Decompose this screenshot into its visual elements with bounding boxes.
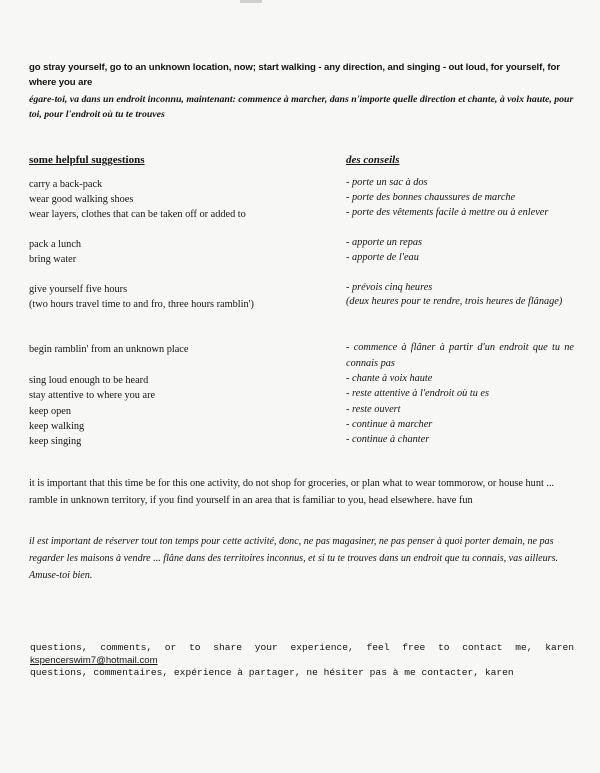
- suggestion-en: give yourself five hours: [29, 284, 128, 295]
- suggestion-en: keep walking: [29, 421, 85, 432]
- closing-paragraph-english: it is important that this time be for this one activity, do not shop for groceries, or plan what to wear tommorow, or house hunt ... ramble in unknown territory, if you find yourself in an area that is familiar to you, head elsewhere. have fun: [29, 478, 555, 506]
- suggestion-en: begin ramblin' from an unknown place: [29, 344, 189, 355]
- scan-mark: [240, 0, 262, 3]
- contact-english: questions, comments, or to share your experience, feel free to contact me, karen: [30, 642, 574, 653]
- suggestion-en: wear layers, clothes that can be taken off or added to: [29, 209, 246, 220]
- suggestion-fr: - porte un sac à dos: [346, 175, 574, 191]
- suggestion-fr: - apporte de l'eau: [346, 250, 574, 266]
- suggestion-en: bring water: [29, 254, 77, 265]
- contact-email-link[interactable]: kspencerswim7@hotmail.com: [30, 655, 158, 666]
- suggestion-fr: - apporte un repas: [346, 235, 574, 251]
- suggestion-fr: - continue à chanter: [346, 432, 574, 448]
- suggestion-fr: - commence à flâner à partir d'un endroit que tu ne connais pas: [346, 340, 574, 371]
- suggestion-en: sing loud enough to be heard: [29, 375, 149, 386]
- suggestion-fr: - porte des vêtements facile à mettre ou à enlever: [346, 205, 574, 221]
- suggestion-en: wear good walking shoes: [29, 194, 134, 205]
- suggestion-en: keep singing: [29, 436, 82, 447]
- closing-paragraph-french: il est important de réserver tout ton temps pour cette activité, donc, ne pas magasiner, ne pas penser à quoi porter demain, ne pas regarder les maisons à vendre ... flâne dans des territoires inconnus, et si tu te trouves dans un endroit que tu connais, vas ailleurs. Amuse-toi bien.: [29, 536, 559, 581]
- intro-english: go stray yourself, go to an unknown location, now; start walking - any direction, and singing - out loud, for yourself, for where you are: [29, 62, 560, 88]
- suggestion-en: stay attentive to where you are: [29, 390, 156, 401]
- suggestion-en: carry a back-pack: [29, 179, 103, 190]
- suggestion-fr: - porte des bonnes chaussures de marche: [346, 190, 574, 206]
- suggestion-en: pack a lunch: [29, 239, 82, 250]
- contact-french: questions, commentaires, expérience à partager, ne hésiter pas à me contacter, karen: [30, 667, 514, 678]
- heading-suggestions-english: some helpful suggestions: [29, 154, 145, 166]
- suggestion-fr: - reste ouvert: [346, 402, 574, 418]
- suggestion-en: (two hours travel time to and fro, three hours ramblin'): [29, 299, 254, 310]
- heading-suggestions-french: des conseils: [346, 154, 400, 166]
- suggestion-fr: - prévois cinq heures: [346, 280, 574, 296]
- suggestion-en: keep open: [29, 406, 72, 417]
- suggestion-fr: - reste attentive à l'endroit où tu es: [346, 386, 574, 402]
- suggestion-fr: - chante à voix haute: [346, 371, 574, 387]
- suggestion-fr: - continue à marcher: [346, 417, 574, 433]
- intro-french: égare-toi, va dans un endroit inconnu, maintenant: commence à marcher, dans n'importe quelle direction et chante, à voix haute, pour toi, pour l'endroit où tu te trouves: [29, 94, 574, 120]
- suggestion-fr: (deux heures pour te rendre, trois heures de flânage): [346, 296, 563, 307]
